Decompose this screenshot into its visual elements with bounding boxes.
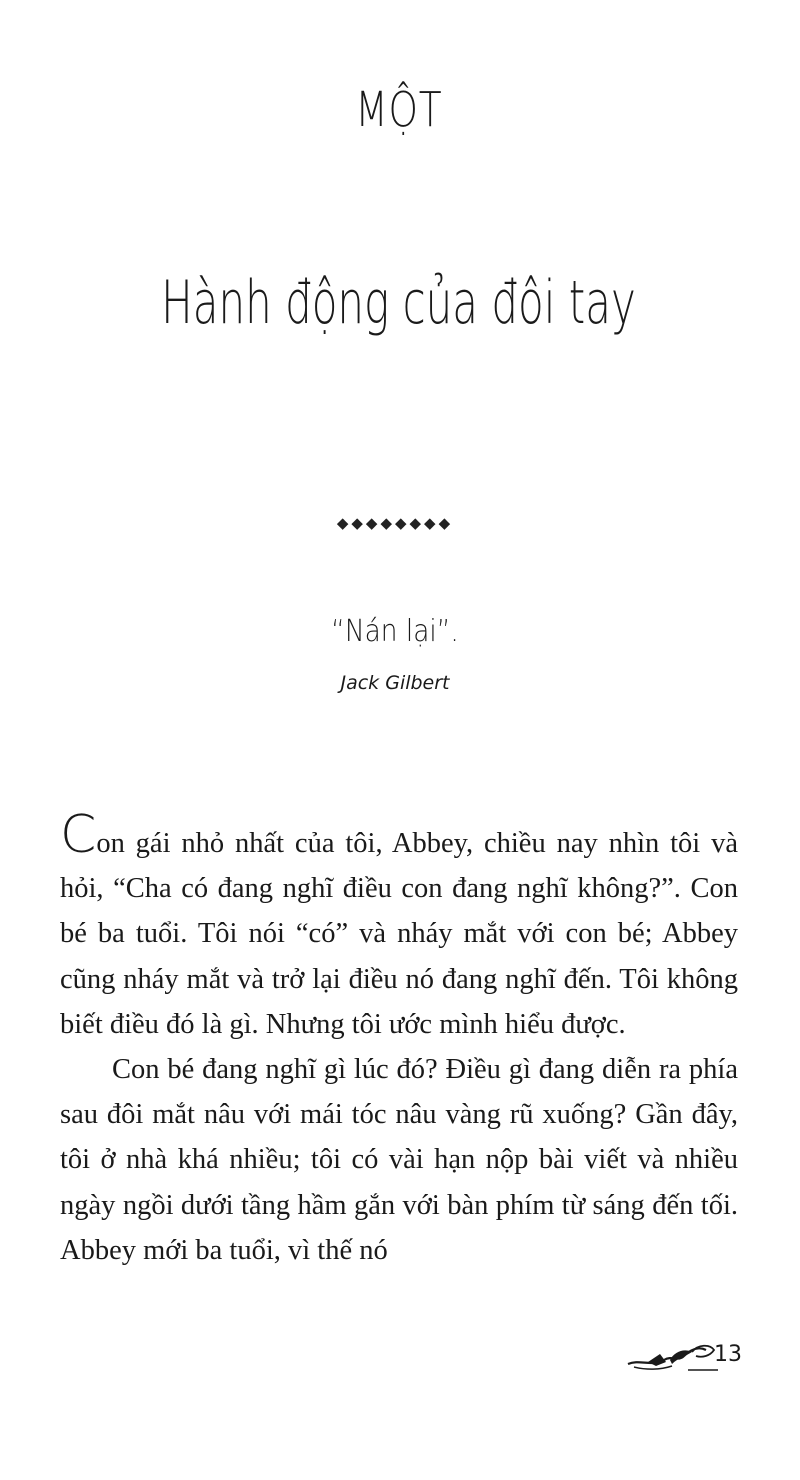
- epigraph-quote: “Nán lại”.: [331, 614, 459, 649]
- drop-cap: C: [60, 805, 97, 865]
- paragraph-2: Con bé đang nghĩ gì lúc đó? Điều gì đang diễn ra phía sau đôi mắt nâu với mái tóc nâu vàng rũ xuống? Gần đây, tôi ở nhà khá nhiều; tôi có vài hạn nộp bài viết và nhiều ngày ngồi dưới tầng hầm gắn với bàn phím từ sáng đến tối. Abbey mới ba tuổi, vì thế nó: [60, 1054, 738, 1266]
- flourish-icon: [626, 1340, 718, 1374]
- ornament-divider: ◆◆◆◆◆◆◆◆: [336, 514, 454, 532]
- paragraph-1-text: on gái nhỏ nhất của tôi, Abbey, chiều nay nhìn tôi và hỏi, “Cha có đang nghĩ điều con đang nghĩ không?”. Con bé ba tuổi. Tôi nói “có” và nháy mắt với con bé; Abbey cũng nháy mắt và trở lại điều nó đang nghĩ đến. Tôi không biết điều đó là gì. Nhưng tôi ước mình hiểu được.: [60, 828, 738, 1040]
- epigraph-author: Jack Gilbert: [340, 672, 450, 694]
- page-number: 13: [714, 1342, 742, 1367]
- chapter-title: Hành động của đôi tay: [161, 268, 636, 338]
- paragraph-1: [60, 805, 738, 1047]
- chapter-number: MỘT: [355, 82, 443, 138]
- body-text: [60, 805, 738, 1273]
- page-footer: [626, 1338, 746, 1378]
